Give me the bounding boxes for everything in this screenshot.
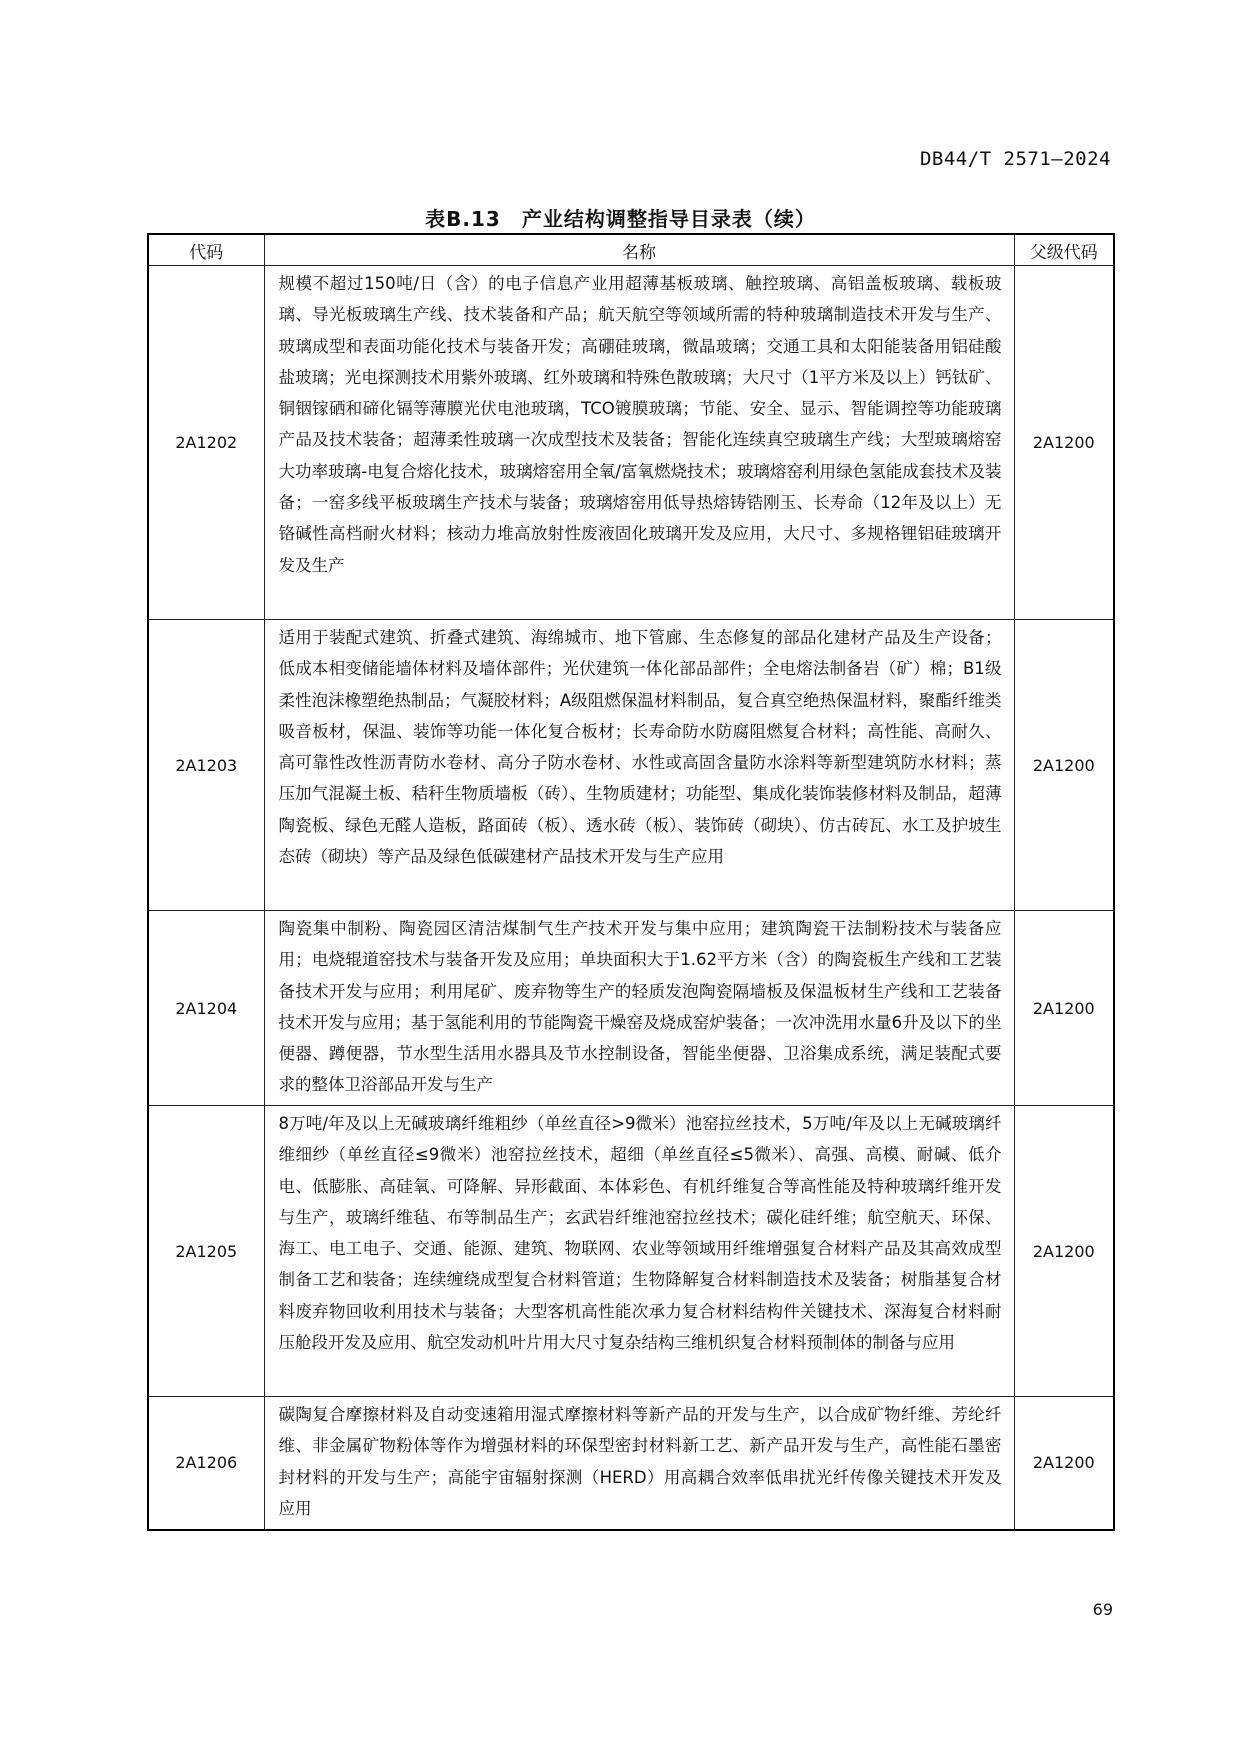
table-row — [148, 1106, 1114, 1397]
row-parent-code: 2A1200 — [1014, 266, 1114, 620]
header-name: 名称 — [264, 234, 1014, 266]
row-parent-code: 2A1200 — [1014, 620, 1114, 911]
table-row — [148, 620, 1114, 911]
header-code: 代码 — [148, 234, 264, 266]
row-parent-code: 2A1200 — [1014, 1106, 1114, 1397]
row-code: 2A1206 — [148, 1397, 264, 1530]
row-name: 8万吨/年及以上无碱玻璃纤维粗纱（单丝直径>9微米）池窑拉丝技术，5万吨/年及以上无碱玻璃纤维细纱（单丝直径≤9微米）池窑拉丝技术，超细（单丝直径≤5微米）、高强、高模、耐碱、低介电、低膨胀、高硅氧、可降解、异形截面、本体彩色、有机纤维复合等高性能及特种玻璃纤维开发与生产，玻璃纤维毡、布等制品生产；玄武岩纤维池窑拉丝技术；碳化硅纤维；航空航天、环保、海工、电工电子、交通、能源、建筑、物联网、农业等领域用纤维增强复合材料产品及其高效成型制备工艺和装备；连续缠绕成型复合材料管道；生物降解复合材料制造技术及装备；树脂基复合材料废弃物回收利用技术与装备；大型客机高性能次承力复合材料结构件关键技术、深海复合材料耐压舱段开发及应用、航空发动机叶片用大尺寸复杂结构三维机织复合材料预制体的制备与应用 — [264, 1106, 1014, 1397]
row-name: 陶瓷集中制粉、陶瓷园区清洁煤制气生产技术开发与集中应用；建筑陶瓷干法制粉技术与装备应用；电烧辊道窑技术与装备开发及应用；单块面积大于1.62平方米（含）的陶瓷板生产线和工艺装备技术开发与应用；利用尾矿、废弃物等生产的轻质发泡陶瓷隔墙板及保温板材生产线和工艺装备技术开发与应用；基于氢能利用的节能陶瓷干燥窑及烧成窑炉装备；一次冲洗用水量6升及以下的坐便器、蹲便器，节水型生活用水器具及节水控制设备，智能坐便器、卫浴集成系统，满足装配式要求的整体卫浴部品开发与生产 — [264, 911, 1014, 1106]
row-code: 2A1202 — [148, 266, 264, 620]
table-title: 表B.13 产业结构调整指导目录表（续） — [425, 207, 816, 231]
standard-code: DB44/T 2571—2024 — [919, 148, 1111, 170]
row-name: 碳陶复合摩擦材料及自动变速箱用湿式摩擦材料等新产品的开发与生产，以合成矿物纤维、芳纶纤维、非金属矿物粉体等作为增强材料的环保型密封材料新工艺、新产品开发与生产，高性能石墨密封材料的开发与生产；高能宇宙辐射探测（HERD）用高耦合效率低串扰光纤传像关键技术开发及应用 — [264, 1397, 1014, 1530]
row-code: 2A1204 — [148, 911, 264, 1106]
table-row — [148, 266, 1114, 620]
row-code: 2A1205 — [148, 1106, 264, 1397]
catalog-table — [147, 233, 1115, 1531]
row-name: 规模不超过150吨/日（含）的电子信息产业用超薄基板玻璃、触控玻璃、高铝盖板玻璃、载板玻璃、导光板玻璃生产线、技术装备和产品；航天航空等领域所需的特种玻璃制造技术开发与生产、玻璃成型和表面功能化技术与装备开发；高硼硅玻璃，微晶玻璃；交通工具和太阳能装备用铝硅酸盐玻璃；光电探测技术用紫外玻璃、红外玻璃和特殊色散玻璃；大尺寸（1平方米及以上）钙钛矿、铜铟镓硒和碲化镉等薄膜光伏电池玻璃，TCO镀膜玻璃；节能、安全、显示、智能调控等功能玻璃产品及技术装备；超薄柔性玻璃一次成型技术及装备；智能化连续真空玻璃生产线；大型玻璃熔窑大功率玻璃-电复合熔化技术，玻璃熔窑用全氧/富氧燃烧技术；玻璃熔窑利用绿色氢能成套技术及装备；一窑多线平板玻璃生产技术与装备；玻璃熔窑用低导热熔铸锆刚玉、长寿命（12年及以上）无铬碱性高档耐火材料；核动力堆高放射性废液固化玻璃开发及应用，大尺寸、多规格锂铝硅玻璃开发及生产 — [264, 266, 1014, 620]
table-row — [148, 911, 1114, 1106]
row-parent-code: 2A1200 — [1014, 911, 1114, 1106]
row-parent-code: 2A1200 — [1014, 1397, 1114, 1530]
page-number: 69 — [1092, 1600, 1113, 1619]
table-header-row — [148, 234, 1114, 266]
row-code: 2A1203 — [148, 620, 264, 911]
header-parent-code: 父级代码 — [1014, 234, 1114, 266]
table-row — [148, 1397, 1114, 1530]
row-name: 适用于装配式建筑、折叠式建筑、海绵城市、地下管廊、生态修复的部品化建材产品及生产设备；低成本相变储能墙体材料及墙体部件；光伏建筑一体化部品部件；全电熔法制备岩（矿）棉；B1级柔性泡沫橡塑绝热制品；气凝胶材料；A级阻燃保温材料制品，复合真空绝热保温材料，聚酯纤维类吸音板材，保温、装饰等功能一体化复合板材；长寿命防水防腐阻燃复合材料；高性能、高耐久、高可靠性改性沥青防水卷材、高分子防水卷材、水性或高固含量防水涂料等新型建筑防水材料；蒸压加气混凝土板、秸秆生物质墙板（砖）、生物质建材；功能型、集成化装饰装修材料及制品，超薄陶瓷板、绿色无醛人造板，路面砖（板）、透水砖（板）、装饰砖（砌块）、仿古砖瓦、水工及护坡生态砖（砌块）等产品及绿色低碳建材产品技术开发与生产应用 — [264, 620, 1014, 911]
